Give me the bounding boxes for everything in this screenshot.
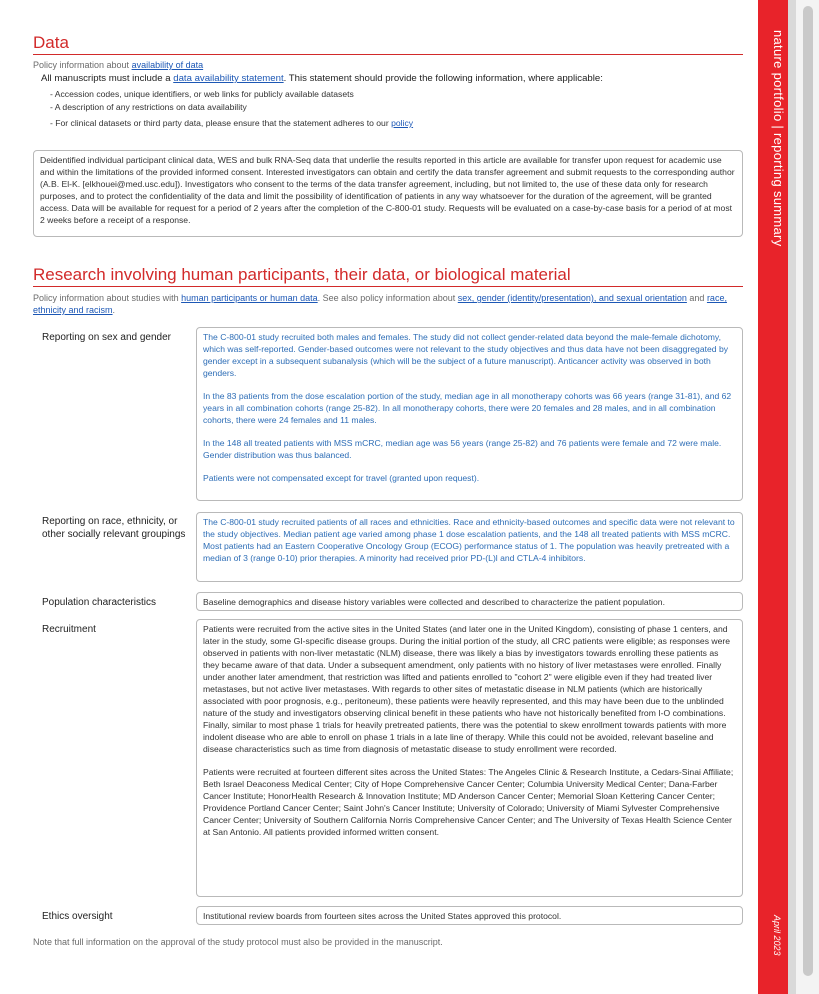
data-intro-line: All manuscripts must include a data availability statement. This statement should provide the following information, where applicable: bbox=[41, 73, 603, 84]
race-ethnicity-label: Reporting on race, ethnicity, or other socially relevant groupings bbox=[42, 516, 186, 540]
recruitment-response bbox=[196, 619, 743, 897]
response-paragraph: Patients were not compensated except for travel (granted upon request). bbox=[203, 473, 480, 483]
sex-gender-link[interactable]: sex, gender (identity/presentation), and sexual orientation bbox=[457, 293, 687, 303]
research-policy-line: Policy information about studies with human participants or human data. See also policy information about sex, gender (identity/presentation), and sexual orientation and race, ethnicity and racism. bbox=[33, 293, 727, 315]
response-paragraph: In the 83 patients from the dose escalation portion of the study, median age in all monotherapy cohorts was 66 years (range 31-81), and 62 years in all combination cohorts (range 25-82). In all monotherapy cohorts, there were 20 females and 28 males, and in all combination cohorts, there were 24 females and 11 males. bbox=[203, 391, 732, 425]
data-availability-statement-link[interactable]: data availability statement bbox=[173, 73, 284, 84]
ethics-oversight-response: Institutional review boards from fourteen sites across the United States approved this protocol. bbox=[196, 906, 743, 925]
reporting-summary-sidebar bbox=[758, 0, 788, 994]
availability-of-data-link[interactable]: availability of data bbox=[131, 60, 204, 70]
race-ethnicity-response: The C-800-01 study recruited patients of all races and ethnicities. Race and ethnicity-based outcomes and specific data were not relevant to the study objectives. Median patient age varied among phase 1 dose escalation patients, and the 148 all treated patients with MSS mCRC. Most patients had an Eastern Cooperative Oncology Group (ECOG) performance status of 1. The population was heavily pretreated with a median of 3 (range 0-10) prior therapies. A minority had received prior PD-(L)l and CTLA-4 inhibitors. bbox=[196, 512, 743, 582]
list-item: - A description of any restrictions on data availability bbox=[50, 101, 247, 112]
population-characteristics-response: Baseline demographics and disease history variables were collected and described to characterize the patient population. bbox=[196, 592, 743, 611]
data-availability-statement: Deidentified individual participant clinical data, WES and bulk RNA-Seq data that underlie the results reported in this article are available for transfer upon request for academic use and within the limitations of the provided informed consent. Interested investigators can obtain and certify the data transfer agreement and submit requests to the corresponding author (A.B. El-K. [elkhouei@med.usc.edu]). Investigators who consent to the terms of the data transfer agreement, including, but not limited to, the use of these data only for research purposes, and to protect the confidentiality of the data and limit the possibility of identification of patients in any way whatsoever for the duration of the agreement, will be granted access. Data will be available for request for a period of 2 years after the completion of the C-800-01 study. Requests will be evaluated on a case-by-case basis for a period of at most 2 weeks before a receipt of a response. bbox=[33, 150, 743, 237]
response-paragraph: In the 148 all treated patients with MSS mCRC, median age was 56 years (range 25-82) and 76 patients were female and 72 were male. Gender distribution was thus balanced. bbox=[203, 438, 722, 460]
data-requirements-list bbox=[50, 88, 413, 130]
scrollbar-thumb[interactable] bbox=[803, 6, 813, 976]
policy-link[interactable]: policy bbox=[391, 118, 414, 128]
data-policy-line: Policy information about availability of data bbox=[33, 60, 204, 70]
sidebar-date: April 2023 bbox=[772, 915, 782, 956]
response-paragraph: Patients were recruited at fourteen different sites across the United States: The Angeles Clinic & Research Institute, a Cedars-Sinai Affiliate; Beth Israel Deaconess Medical Center; City of Hope Comprehensive Cancer Center; Columbia University Medical Center; Dana-Farber Cancer Institute; HonorHealth Research & Innovation Institute; MD Anderson Cancer Center; Memorial Sloan Kettering Cancer Center; Providence Portland Cancer Center; Saint John's Cancer Institute; University of Colorado; University of Miami Sylvester Comprehensive Cancer Center; University of Southern California Norris Comprehensive Cancer Center; and The University of Texas Health Science Center at San Antonio. All patients provided informed written consent. bbox=[203, 767, 734, 837]
list-item: - For clinical datasets or third party data, please ensure that the statement adheres to our policy bbox=[50, 118, 414, 128]
research-section-title: Research involving human participants, their data, or biological material bbox=[33, 265, 743, 287]
response-paragraph: Patients were recruited from the active sites in the United States (and later one in the United Kingdom), consisting of phase 1 centers, and later in the study, some GI-specific disease groups. During the initial portion of the study, all CRC patients were eligible; as responses were observed in patients with non-liver metastatic (NLM) disease, there was likely a bias by investigators towards enrolling these patients as they became aware of that data. Under a subsequent amendment, only patients with no history of liver metastases were enrolled. Finally under another later amendment, that restriction was lifted and patients enrolled to "cohort 2" were eligible even if they had treated liver metastases, but not active liver metastases. With regards to other sites of metastatic disease in NLM patients (which are historically associated with poor prognosis, e.g., peritoneum), these patients were heavily represented, and this may have been due to the unblinded nature of the study and investigators observing clinical benefit in these patients who have not historically benefited from I-O combinations. Finally, similar to most phase 1 trials for heavily pretreated patients, there was the potential to skew enrollment towards patients with more indolent disease who are able to enroll on phase 1 trials in a late line of therapy. While this could not be avoided, relevant baseline and disease characteristics such as time from diagnosis of metastatic disease to study enrollment were recorded. bbox=[203, 624, 731, 754]
human-participants-link[interactable]: human participants or human data bbox=[181, 293, 318, 303]
response-paragraph: The C-800-01 study recruited both males and females. The study did not collect gender-related data beyond the male-female dichotomy, which was self-reported. Gender-based outcomes were not relevant to the study objectives and thus data have not been disaggregated by gender except in a subsequent subanalysis (which will be the subject of a future manuscript). Anticancer activity was observed in both genders. bbox=[203, 332, 729, 378]
recruitment-label: Recruitment bbox=[42, 624, 96, 635]
sidebar-title: nature portfolio | reporting summary bbox=[771, 30, 786, 247]
race-ethnicity-link[interactable]: race, ethnicity and racism bbox=[33, 293, 727, 315]
population-characteristics-label: Population characteristics bbox=[42, 597, 156, 608]
sex-gender-response bbox=[196, 327, 743, 501]
protocol-footnote: Note that full information on the approval of the study protocol must also be provided in the manuscript. bbox=[33, 937, 443, 947]
ethics-oversight-label: Ethics oversight bbox=[42, 911, 113, 922]
sex-gender-label: Reporting on sex and gender bbox=[42, 332, 171, 343]
data-section-title: Data bbox=[33, 33, 743, 55]
list-item: - Accession codes, unique identifiers, or web links for publicly available datasets bbox=[50, 89, 354, 99]
page-gutter bbox=[788, 0, 796, 994]
